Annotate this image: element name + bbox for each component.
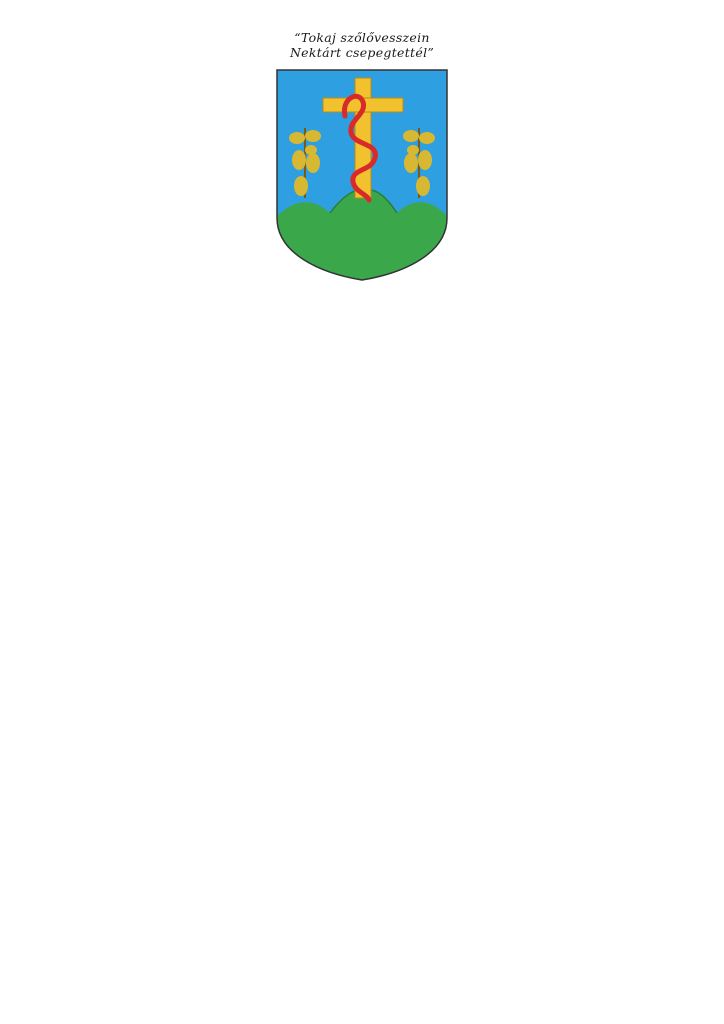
motto-line-2: Nektárt csepegtettél” bbox=[289, 45, 435, 60]
motto-line-1: “Tokaj szőlővesszein bbox=[294, 30, 430, 45]
motto bbox=[0, 30, 724, 60]
tokaj-coat-of-arms-icon bbox=[275, 68, 449, 282]
shield-hills bbox=[275, 190, 449, 282]
